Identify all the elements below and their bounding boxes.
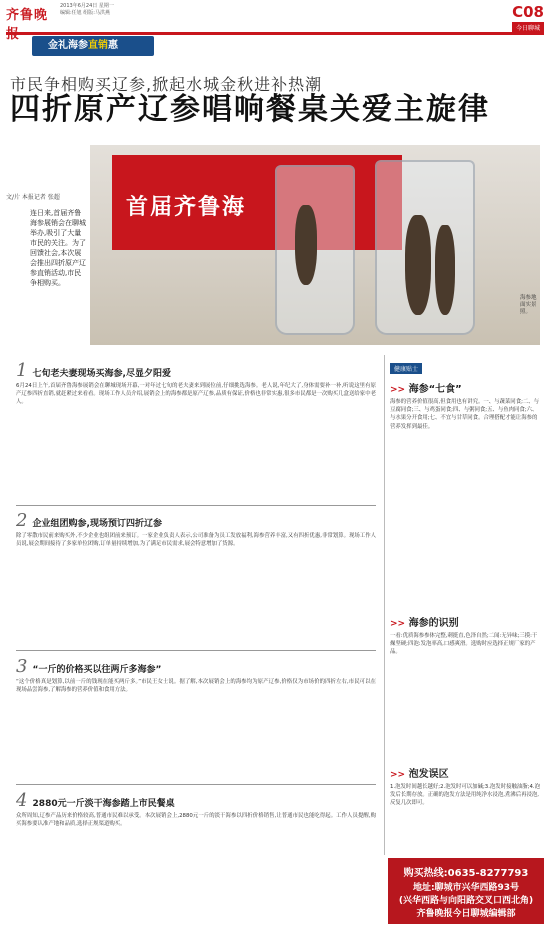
section-label: 今日聊城 [512, 22, 544, 33]
sidebar-heading-text: 泡发误区 [408, 769, 449, 780]
issue-meta [60, 3, 170, 17]
section-body: 6月24日上午,首届齐鲁海参展销会在聊城现场开幕,一对年过七旬的老夫妻来到展位前,仔细挑选海参。老人说,年纪大了,身体需要补一补,听说这里有原产辽参四折直销,就赶紧过来看看。现场工作人员介绍,展销会上的海参都是原产辽参,品质有保证,价格也非常实惠,很多市民都是一次购买几盒送给家中老人。 [16, 383, 376, 406]
article-photo [90, 145, 540, 345]
ad-hotline: 购买热线:0635-8277793 [403, 868, 529, 879]
section-body: 除了零散市民前来购买外,不少企业也组团前来预订。一家企业负责人表示,公司准备为员工发放福利,海参营养丰富,又有四折优惠,非常划算。现场工作人员说,展会期间接待了多家单位团购,订单量持续增加,为了满足市民需求,展会特意增加了货源。 [16, 533, 376, 548]
section-title: 企业组团购参,现场预订四折辽参 [32, 519, 162, 529]
chevron-right-icon: >> [390, 385, 406, 395]
sidebar-body: 海参的营养价值很高,但食用也有讲究。一、与蔬菜同食;二、与豆腐同食;三、与鸡蛋同食;四、与粥同食;五、与鱼肉同食;六、与水果分开食用;七、不宜与甘草同食。合理搭配才能让海参的营养发挥到最佳。 [390, 399, 540, 430]
section-title: 七旬老夫妻现场买海参,尽显夕阳爱 [32, 369, 171, 379]
badge-highlight: 直销 [88, 40, 108, 51]
section-number: 3 [16, 656, 28, 677]
photo-banner-text: 首届齐鲁海 [126, 195, 247, 220]
edition-number: C08 [512, 3, 544, 21]
section-title: “一斤的价格买以往两斤多海参” [32, 665, 162, 675]
section-divider [16, 650, 376, 651]
article-section [16, 360, 376, 381]
sea-cucumber-image [435, 225, 455, 315]
newspaper-logo: 齐鲁晚 [6, 8, 49, 23]
photo-caption: 海参地面实景照。 [520, 295, 537, 315]
article-section [16, 790, 376, 811]
section-number: 2 [16, 510, 28, 531]
sea-cucumber-image [295, 205, 317, 285]
badge-prefix: 金礼海参 [48, 40, 88, 51]
sidebar-heading-text: 海参“七食” [408, 384, 462, 395]
ad-address-detail: (兴华西路与向阳路交叉口西北角) [398, 896, 534, 906]
sidebar-heading [390, 380, 462, 395]
issue-date: 2013年6月24日 星期一 [60, 3, 114, 9]
chevron-right-icon: >> [390, 619, 406, 629]
section-body: 众所周知,辽参产品历来价格较高,普通市民难以承受。本次展销会上,2880元一斤的淡干海参以四折价格销售,让普通市民也能吃得起。工作人员提醒,购买海参要认准产地和品质,选择正规渠道购买。 [16, 813, 376, 828]
article-section [16, 510, 376, 531]
article-section [16, 656, 376, 677]
sidebar-heading-text: 海参的识别 [408, 618, 459, 629]
sidebar-body: 一看:优质海参参体完整,刺挺直,色泽自然;二闻:无异味;三摸:干燥坚硬;四泡:发泡率高,口感爽滑。选购时应选择正规厂家的产品。 [390, 633, 538, 656]
sidebar-heading [390, 614, 459, 629]
section-divider [16, 505, 376, 506]
section-number: 4 [16, 790, 28, 811]
section-title: 2880元一斤淡干海参踏上市民餐桌 [32, 799, 175, 809]
section-divider [16, 784, 376, 785]
article-subhead: 市民争相购买辽参,掀起水城金秋进补热潮 [10, 75, 323, 94]
badge-suffix: 惠 [108, 40, 118, 51]
column-badge [32, 36, 154, 56]
section-body: “这个价格真是划算,以前一斤的钱现在能买两斤多。”市民王女士说。据了解,本次展销会上的海参均为原产辽参,价格仅为市场价的四折左右,市民可以在现场品尝海参,了解海参的营养价值和食用方法。 [16, 679, 376, 694]
sidebar-heading [390, 765, 449, 780]
ad-organizer: 齐鲁晚报今日聊城编辑部 [416, 909, 516, 919]
sea-cucumber-image [405, 215, 431, 315]
ad-address: 地址:聊城市兴华西路93号 [412, 883, 520, 893]
photo-banner [112, 155, 402, 250]
article-intro: 连日来,首届齐鲁海参展销会在聊城举办,吸引了大量市民的关注。为了回馈社会,本次展会推出四折原产辽参直销活动,市民争相购买。 [30, 209, 86, 287]
column-divider [384, 355, 385, 855]
section-number: 1 [16, 360, 28, 381]
masthead-rule [6, 32, 544, 35]
sidebar-body: 1.泡发时间越长越好;2.泡发时可以加碱;3.泡发时接触油脂;4.泡发后长期存放。正确的泡发方法是用纯净水浸泡,煮沸后再浸泡,反复几次即可。 [390, 784, 541, 807]
ad-box [388, 858, 544, 924]
article-headline: 四折原产辽参唱响餐桌关爱主旋律 [10, 92, 490, 127]
sidebar-tag: 健康贴士 [390, 363, 422, 374]
issue-editors: 编辑:任旭 组版:马洪燕 [60, 10, 110, 16]
article-byline: 文/片 本报记者 张超 [6, 194, 60, 201]
chevron-right-icon: >> [390, 770, 406, 780]
